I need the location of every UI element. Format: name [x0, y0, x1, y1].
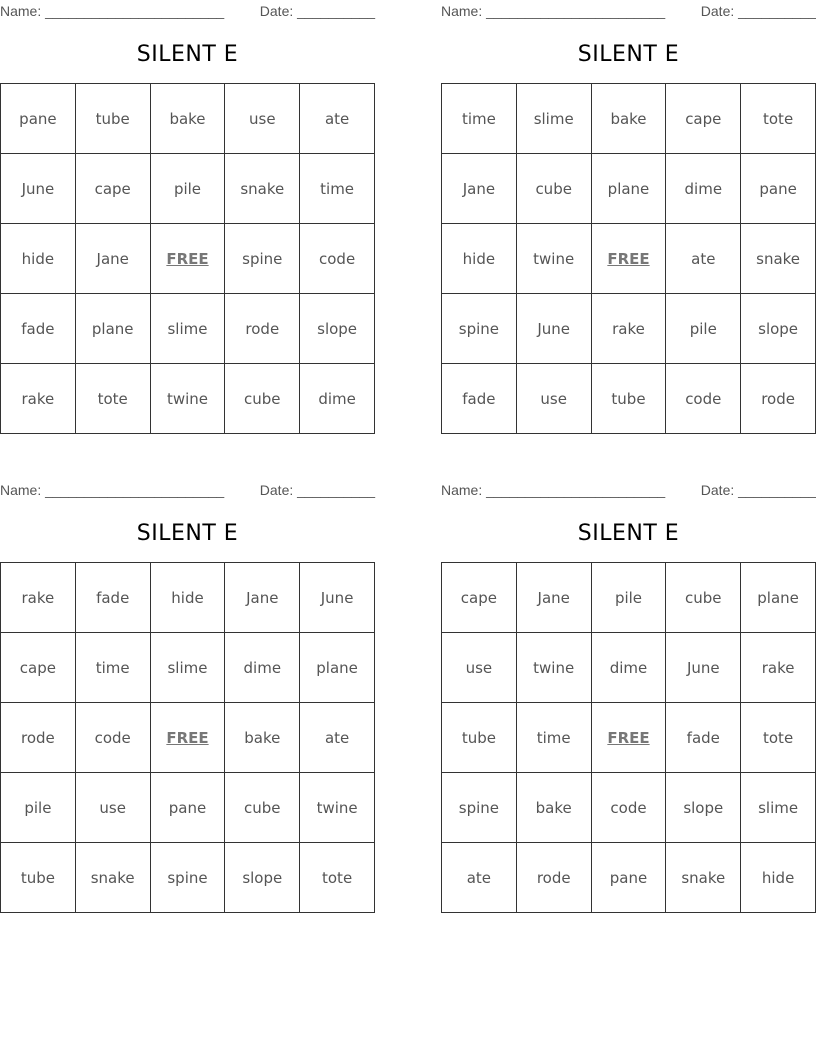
- card-title: SILENT E: [577, 42, 680, 67]
- word-cell: use: [75, 773, 150, 843]
- bingo-grid: [441, 562, 816, 913]
- word-cell: fade: [442, 364, 517, 434]
- word-cell: tote: [741, 84, 816, 154]
- bingo-row: [1, 84, 375, 154]
- name-field-label: Name: _______________________: [441, 482, 666, 498]
- card-title: SILENT E: [577, 521, 680, 546]
- word-cell: cube: [225, 773, 300, 843]
- word-cell: Jane: [225, 563, 300, 633]
- word-cell: dime: [225, 633, 300, 703]
- word-cell: fade: [666, 703, 741, 773]
- word-cell: twine: [516, 633, 591, 703]
- word-cell: pane: [741, 154, 816, 224]
- word-cell: rake: [1, 364, 76, 434]
- word-cell: plane: [300, 633, 375, 703]
- word-cell: twine: [150, 364, 225, 434]
- word-cell: dime: [591, 633, 666, 703]
- bingo-row: [442, 224, 816, 294]
- word-cell: slime: [741, 773, 816, 843]
- word-cell: ate: [666, 224, 741, 294]
- word-cell: cape: [666, 84, 741, 154]
- bingo-row: [442, 633, 816, 703]
- word-cell: plane: [75, 294, 150, 364]
- word-cell: hide: [442, 224, 517, 294]
- word-cell: June: [516, 294, 591, 364]
- bingo-row: [442, 154, 816, 224]
- name-field-label: Name: _______________________: [441, 3, 666, 19]
- word-cell: twine: [300, 773, 375, 843]
- bingo-row: [1, 563, 375, 633]
- word-cell: rode: [516, 843, 591, 913]
- word-cell: code: [666, 364, 741, 434]
- name-field-label: Name: _______________________: [0, 482, 225, 498]
- bingo-card: [0, 0, 375, 440]
- word-cell: bake: [591, 84, 666, 154]
- word-cell: tube: [442, 703, 517, 773]
- word-cell: rode: [1, 703, 76, 773]
- bingo-row: [442, 703, 816, 773]
- word-cell: time: [300, 154, 375, 224]
- bingo-row: [1, 633, 375, 703]
- word-cell: June: [300, 563, 375, 633]
- bingo-card: [0, 479, 375, 919]
- word-cell: tote: [75, 364, 150, 434]
- date-field-label: Date: __________: [700, 3, 816, 19]
- word-cell: ate: [442, 843, 517, 913]
- bingo-row: [442, 773, 816, 843]
- word-cell: dime: [666, 154, 741, 224]
- word-cell: slime: [150, 294, 225, 364]
- word-cell: June: [666, 633, 741, 703]
- word-cell: cape: [75, 154, 150, 224]
- word-cell: snake: [666, 843, 741, 913]
- bingo-row: [1, 364, 375, 434]
- word-cell: fade: [1, 294, 76, 364]
- word-cell: bake: [516, 773, 591, 843]
- bingo-row: [1, 224, 375, 294]
- word-cell: pane: [150, 773, 225, 843]
- word-cell: snake: [225, 154, 300, 224]
- word-cell: pile: [666, 294, 741, 364]
- word-cell: dime: [300, 364, 375, 434]
- word-cell: hide: [1, 224, 76, 294]
- word-cell: Jane: [516, 563, 591, 633]
- bingo-row: [1, 843, 375, 913]
- word-cell: tote: [300, 843, 375, 913]
- word-cell: hide: [741, 843, 816, 913]
- word-cell: spine: [150, 843, 225, 913]
- word-cell: use: [442, 633, 517, 703]
- word-cell: slope: [225, 843, 300, 913]
- word-cell: pile: [591, 563, 666, 633]
- bingo-grid: [0, 83, 375, 434]
- word-cell: Jane: [75, 224, 150, 294]
- word-cell: time: [516, 703, 591, 773]
- word-cell: hide: [150, 563, 225, 633]
- word-cell: slope: [300, 294, 375, 364]
- word-cell: slime: [516, 84, 591, 154]
- word-cell: cube: [225, 364, 300, 434]
- bingo-row: [1, 703, 375, 773]
- word-cell: June: [1, 154, 76, 224]
- date-field-label: Date: __________: [259, 3, 375, 19]
- word-cell: fade: [75, 563, 150, 633]
- word-cell: rode: [225, 294, 300, 364]
- free-space-cell: FREE: [150, 703, 225, 773]
- word-cell: ate: [300, 84, 375, 154]
- word-cell: rake: [741, 633, 816, 703]
- free-space-cell: FREE: [150, 224, 225, 294]
- word-cell: spine: [225, 224, 300, 294]
- word-cell: tube: [75, 84, 150, 154]
- bingo-row: [442, 84, 816, 154]
- word-cell: pile: [150, 154, 225, 224]
- word-cell: time: [442, 84, 517, 154]
- bingo-row: [1, 154, 375, 224]
- word-cell: use: [225, 84, 300, 154]
- word-cell: code: [300, 224, 375, 294]
- name-field-label: Name: _______________________: [0, 3, 225, 19]
- word-cell: cube: [666, 563, 741, 633]
- word-cell: slime: [150, 633, 225, 703]
- bingo-row: [1, 773, 375, 843]
- word-cell: use: [516, 364, 591, 434]
- word-cell: rake: [1, 563, 76, 633]
- bingo-row: [442, 563, 816, 633]
- date-field-label: Date: __________: [259, 482, 375, 498]
- bingo-grid: [441, 83, 816, 434]
- word-cell: cape: [442, 563, 517, 633]
- bingo-row: [442, 843, 816, 913]
- word-cell: tote: [741, 703, 816, 773]
- word-cell: slope: [741, 294, 816, 364]
- bingo-grid: [0, 562, 375, 913]
- free-space-cell: FREE: [591, 703, 666, 773]
- date-field-label: Date: __________: [700, 482, 816, 498]
- word-cell: code: [75, 703, 150, 773]
- word-cell: tube: [1, 843, 76, 913]
- word-cell: rake: [591, 294, 666, 364]
- bingo-card: [441, 0, 816, 440]
- word-cell: tube: [591, 364, 666, 434]
- bingo-row: [442, 294, 816, 364]
- word-cell: spine: [442, 294, 517, 364]
- word-cell: ate: [300, 703, 375, 773]
- word-cell: cube: [516, 154, 591, 224]
- free-space-cell: FREE: [591, 224, 666, 294]
- word-cell: plane: [741, 563, 816, 633]
- word-cell: spine: [442, 773, 517, 843]
- card-title: SILENT E: [136, 42, 239, 67]
- word-cell: slope: [666, 773, 741, 843]
- word-cell: bake: [150, 84, 225, 154]
- word-cell: plane: [591, 154, 666, 224]
- word-cell: rode: [741, 364, 816, 434]
- word-cell: bake: [225, 703, 300, 773]
- word-cell: Jane: [442, 154, 517, 224]
- bingo-row: [442, 364, 816, 434]
- word-cell: code: [591, 773, 666, 843]
- word-cell: pile: [1, 773, 76, 843]
- word-cell: snake: [741, 224, 816, 294]
- bingo-row: [1, 294, 375, 364]
- word-cell: twine: [516, 224, 591, 294]
- card-title: SILENT E: [136, 521, 239, 546]
- word-cell: pane: [591, 843, 666, 913]
- bingo-card: [441, 479, 816, 919]
- word-cell: snake: [75, 843, 150, 913]
- word-cell: pane: [1, 84, 76, 154]
- word-cell: time: [75, 633, 150, 703]
- word-cell: cape: [1, 633, 76, 703]
